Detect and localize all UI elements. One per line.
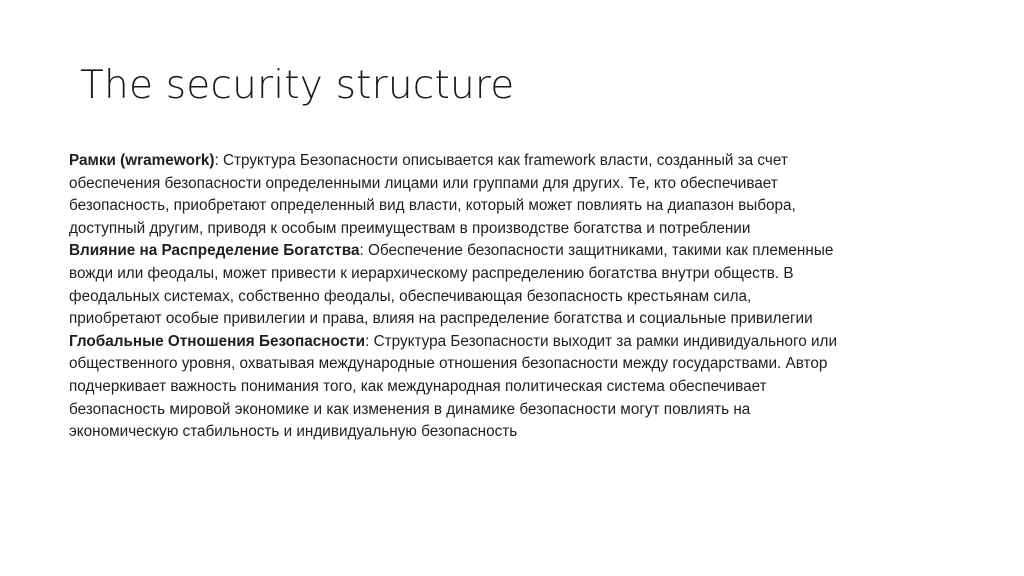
slide-body xyxy=(69,150,839,444)
paragraph-text: : Обеспечение безопасности защитниками, такими как племенные вожди или феодалы, может привести к иерархическому распределению богатства внутри обществ. В феодальных системах, собственно феодалы, обеспечивающая безопасность крестьянам сила, приобретают особые привилегии и права, влияя на распределение богатства и социальные привилегии xyxy=(69,242,834,328)
paragraph-text: : Структура Безопасности описывается как framework власти, созданный за счет обеспечения безопасности определенными лицами или группами для других. Те, кто обеспечивает безопасность, приобретают определенный вид власти, который может повлиять на диапазон выбора, доступный другим, приводя к особым преимуществам в производстве богатства и потреблении xyxy=(69,152,796,237)
paragraph-text: : Структура Безопасности выходит за рамки индивидуального или общественного уровня, охватывая международные отношения безопасности между государствами. Автор подчеркивает важность понимания того, как международная политическая система обеспечивает безопасность мировой экономике и как изменения в динамике безопасности могут повлиять на экономическую стабильность и индивидуальную безопасность xyxy=(69,332,837,441)
slide-title: The security structure xyxy=(80,63,515,108)
paragraph-term: Рамки (wramework) xyxy=(69,152,215,169)
paragraph-wealth-distribution xyxy=(69,240,839,330)
paragraph-global-security xyxy=(69,331,839,444)
paragraph-term: Глобальные Отношения Безопасности xyxy=(69,332,366,350)
paragraph-term: Влияние на Распределение Богатства xyxy=(69,242,360,260)
paragraph-framework xyxy=(69,150,839,240)
